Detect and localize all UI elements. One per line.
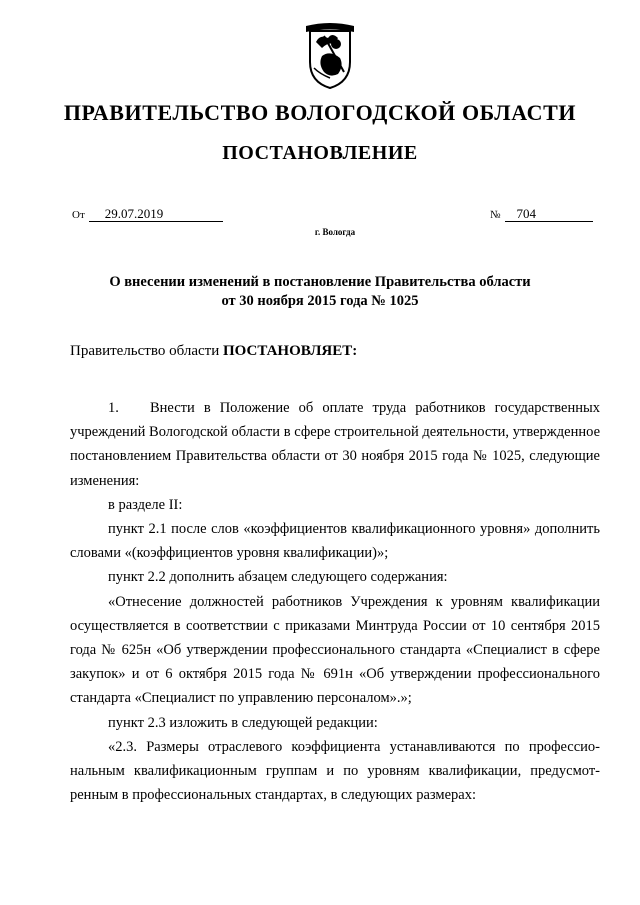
body-paragraph-p23-text: «2.3. Размеры отраслевого коэффициента устанавливаются по профессио-нальным квалификационным группам и по уровням квалификации, предусмот-ренным в профессиональных стандартах, в следующих размерах: bbox=[70, 738, 600, 804]
body-paragraph-p22: пункт 2.2 дополнить абзацем следующего содержания: bbox=[108, 569, 448, 586]
number-prefix: № bbox=[490, 209, 501, 221]
document-body bbox=[70, 396, 600, 807]
government-title: ПРАВИТЕЛЬСТВО ВОЛОГОДСКОЙ ОБЛАСТИ bbox=[63, 100, 577, 125]
body-paragraph-quote: «Отнесение должностей работников Учреждения к уровням квалификации осуществляется в соответствии с приказами Минтруда России от 10 сентября 2015 года № 625н «Об утверждении профессионального стандарта «Специалист в сфере закупок» и от 6 октября 2015 года № 691н «Об утверждении профессионального стандарта «Специалист по управлению персоналом».»; bbox=[70, 593, 600, 707]
subject-line-1: О внесении изменений в постановление Правительства области bbox=[109, 274, 531, 290]
document-subject bbox=[0, 273, 640, 311]
document-number bbox=[490, 206, 593, 222]
date-value: 29.07.2019 bbox=[89, 206, 223, 222]
item1-text: Внести в Положение об оплате труда работников государственных учреждений Вологодской области в сфере строительной деятельности, утвержденное постановлением Правительства области от 30 ноября 2015 года № 1025, следующие изменения: bbox=[70, 400, 600, 489]
number-value: 704 bbox=[505, 206, 593, 222]
document-city: г. Вологда bbox=[314, 227, 356, 237]
body-paragraph-p21: пункт 2.1 после слов «коэффициентов квалификационного уровня» дополнить словами «(коэффициентов уровня квалификации)»; bbox=[70, 521, 600, 562]
document-date bbox=[72, 206, 223, 222]
document-type: ПОСТАНОВЛЕНИЕ bbox=[222, 142, 418, 164]
decree-prefix: Правительство области bbox=[70, 343, 223, 359]
decree-verb: ПОСТАНОВЛЯЕТ: bbox=[222, 343, 358, 359]
subject-line-2: от 30 ноября 2015 года № 1025 bbox=[221, 293, 419, 309]
decree-statement bbox=[70, 343, 357, 360]
vologda-coat-of-arms-icon bbox=[300, 22, 360, 90]
date-prefix: От bbox=[72, 209, 85, 221]
item-number: 1. bbox=[108, 400, 119, 416]
body-paragraph-p23: пункт 2.3 изложить в следующей редакции: bbox=[108, 714, 378, 731]
body-paragraph-item1 bbox=[70, 396, 600, 493]
body-paragraph-section: в разделе II: bbox=[108, 496, 183, 513]
